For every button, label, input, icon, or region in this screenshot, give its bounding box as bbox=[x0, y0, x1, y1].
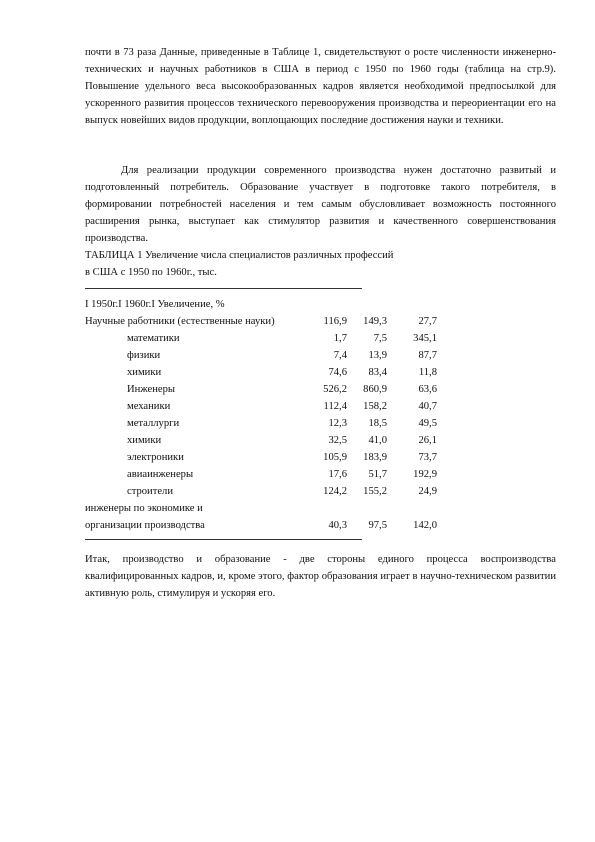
table-caption-line-1: ТАБЛИЦА 1 Увеличение числа специалистов различных профессий bbox=[85, 250, 394, 261]
value-1960: 13,9 bbox=[368, 350, 387, 361]
table-row bbox=[85, 347, 445, 364]
row-label: химики bbox=[127, 367, 162, 378]
value-1950: 526,2 bbox=[323, 384, 347, 395]
paragraph-intro: почти в 73 раза Данные, приведенные в Таблице 1, свидетельствуют о росте численности инженерно-технических и научных работников в США в период с 1950 по 1960 годы (таблица на стр.9). Повышение удельного веса высокообразованных кадров является необходимой предпосылкой для ускоренного развития процессов технического перевооружения производства и переориентации его на выпуск новейших видов продукции, воплощающих последние достижения науки и техники. bbox=[85, 47, 556, 126]
value-increase: 49,5 bbox=[418, 418, 437, 429]
value-1950: 7,4 bbox=[333, 350, 347, 361]
value-1960: 183,9 bbox=[363, 452, 387, 463]
value-increase: 345,1 bbox=[413, 333, 437, 344]
value-increase: 27,7 bbox=[418, 316, 437, 327]
paragraph-consumer bbox=[85, 162, 556, 247]
table-caption-line-2: в США с 1950 по 1960г., тыс. bbox=[85, 267, 217, 278]
value-increase: 63,6 bbox=[418, 384, 437, 395]
table-header: I 1950г.I 1960г.I Увеличение, % bbox=[85, 299, 225, 310]
value-1950: 74,6 bbox=[328, 367, 347, 378]
value-1950: 1,7 bbox=[333, 333, 347, 344]
row-label: физики bbox=[127, 350, 161, 361]
value-increase: 192,9 bbox=[413, 469, 437, 480]
value-increase: 40,7 bbox=[418, 401, 437, 412]
row-label: авиаинженеры bbox=[127, 469, 194, 480]
value-1950: 112,4 bbox=[323, 401, 347, 412]
paragraph-consumer-text: Для реализации продукции современного производства нужен достаточно развитый и подготовленный потребитель. Образование участвует в подготовке такого потребителя, в формировании потребностей населения и тем самым обусловливает возможность постоянного расширения рынка, выступает как стимулятор развития и качественного совершенствования производства. bbox=[85, 165, 556, 244]
table-bottom-rule bbox=[85, 539, 362, 540]
value-1950: 17,6 bbox=[328, 469, 347, 480]
table-top-rule bbox=[85, 288, 362, 289]
value-1950: 105,9 bbox=[323, 452, 347, 463]
row-label: Инженеры bbox=[127, 384, 175, 395]
row-label: строители bbox=[127, 486, 174, 497]
row-label: электроники bbox=[127, 452, 184, 463]
row-label: механики bbox=[127, 401, 171, 412]
table-row bbox=[85, 517, 445, 534]
table-row bbox=[85, 466, 445, 483]
table-row bbox=[85, 330, 445, 347]
value-increase: 26,1 bbox=[418, 435, 437, 446]
row-label: химики bbox=[127, 435, 162, 446]
value-1950: 40,3 bbox=[328, 520, 347, 531]
value-1960: 155,2 bbox=[363, 486, 387, 497]
value-1960: 18,5 bbox=[368, 418, 387, 429]
row-label: инженеры по экономике и bbox=[85, 503, 203, 514]
table-row bbox=[85, 415, 445, 432]
table-row bbox=[85, 449, 445, 466]
value-increase: 11,8 bbox=[418, 367, 437, 378]
value-increase: 24,9 bbox=[418, 486, 437, 497]
value-1950: 32,5 bbox=[328, 435, 347, 446]
value-increase: 142,0 bbox=[413, 520, 437, 531]
row-label: Научные работники (естественные науки) bbox=[85, 316, 275, 327]
value-1960: 97,5 bbox=[368, 520, 387, 531]
value-1960: 7,5 bbox=[373, 333, 387, 344]
table-row bbox=[85, 398, 445, 415]
value-1960: 158,2 bbox=[363, 401, 387, 412]
table-row bbox=[85, 381, 445, 398]
value-1950: 124,2 bbox=[323, 486, 347, 497]
row-label: организации производства bbox=[85, 520, 205, 531]
value-1950: 12,3 bbox=[328, 418, 347, 429]
value-1960: 41,0 bbox=[368, 435, 387, 446]
table-row bbox=[85, 364, 445, 381]
value-1960: 149,3 bbox=[363, 316, 387, 327]
row-label: металлурги bbox=[127, 418, 180, 429]
paragraph-conclusion: Итак, производство и образование - две стороны единого процесса воспроизводства квалифицированных кадров, и, кроме этого, фактор образования играет в научно-техническом развитии активную роль, стимулируя и ускоряя его. bbox=[85, 554, 556, 599]
row-label: математики bbox=[127, 333, 180, 344]
table-row bbox=[85, 313, 445, 330]
table-row bbox=[85, 483, 445, 500]
table-row bbox=[85, 500, 445, 517]
table-row bbox=[85, 432, 445, 449]
value-1960: 51,7 bbox=[368, 469, 387, 480]
value-1950: 116,9 bbox=[323, 316, 347, 327]
value-increase: 87,7 bbox=[418, 350, 437, 361]
value-increase: 73,7 bbox=[418, 452, 437, 463]
value-1960: 860,9 bbox=[363, 384, 387, 395]
value-1960: 83,4 bbox=[368, 367, 387, 378]
